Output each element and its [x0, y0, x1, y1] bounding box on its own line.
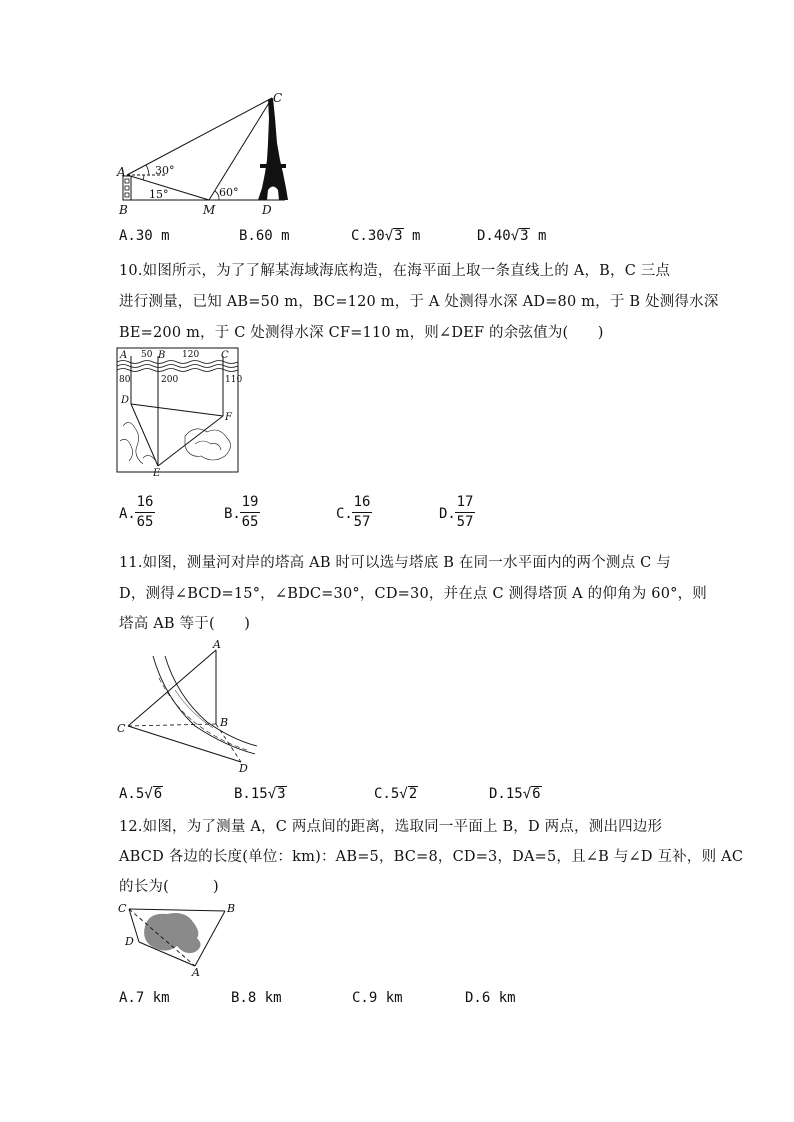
label-80: 80 [119, 375, 131, 385]
label-C: C [221, 350, 229, 361]
label-D: D [125, 935, 134, 948]
q11-option-a-coef: A.5 [119, 786, 145, 802]
q12-options [119, 990, 719, 1010]
numerator: 16 [136, 494, 154, 510]
q11-option-d-coef: D.15 [489, 786, 523, 802]
label-A: A [192, 966, 200, 979]
q11-option-b-coef: B.15 [234, 786, 268, 802]
denominator: 65 [136, 514, 154, 530]
q10-option-b-fraction[interactable] [240, 494, 260, 531]
label-C: C [273, 91, 283, 105]
q11-text-line-2: D，测得∠BCD=15°，∠BDC=30°，CD=30，并在点 C 测得塔顶 A 的仰角为 60°，则 [119, 586, 707, 602]
q12-text-line-2: ABCD 各边的长度(单位：km)：AB=5，BC=8，CD=3，DA=5，且∠B 与∠D 互补，则 AC [119, 849, 744, 865]
q10-option-c-fraction[interactable] [352, 494, 372, 531]
q11-options [119, 786, 719, 806]
q10-option-a-fraction[interactable] [135, 494, 155, 531]
q9-options [119, 228, 719, 248]
label-F: F [225, 412, 232, 423]
sqrt-icon: √ [522, 786, 532, 802]
q11-option-d-radicand: 6 [532, 786, 541, 802]
denominator: 57 [353, 514, 371, 530]
q9-option-c-coef: C.30 [351, 228, 385, 244]
q11-option-c-coef: C.5 [374, 786, 400, 802]
label-120: 120 [182, 350, 200, 360]
q10-text-line-3: BE=200 m，于 C 处测得水深 CF=110 m，则∠DEF 的余弦值为( ) [119, 325, 604, 341]
angle-15: 15° [149, 188, 169, 201]
q11-option-a[interactable] [119, 786, 163, 802]
label-C: C [118, 902, 127, 915]
label-M: M [203, 203, 216, 217]
q11-option-b[interactable] [234, 786, 287, 802]
sqrt-icon: √ [399, 786, 408, 802]
q9-option-d-coef: D.40 [477, 228, 511, 244]
label-D: D [262, 203, 272, 217]
q9-option-c-radicand: 3 [394, 228, 403, 244]
q12-text-line-1: 12.如图，为了测量 A，C 两点间的距离，选取同一平面上 B，D 两点，测出四边形 [119, 819, 663, 835]
label-B: B [158, 350, 166, 361]
q12-option-d[interactable]: D.6 km [465, 990, 516, 1006]
label-A: A [213, 638, 221, 651]
q10-option-a-label[interactable]: A. [119, 506, 136, 522]
label-50: 50 [141, 350, 153, 360]
q9-option-d-unit: m [529, 228, 547, 244]
q10-text-line-1: 10.如图所示，为了了解某海域海底构造，在海平面上取一条直线上的 A，B，C 三点 [119, 263, 671, 279]
q11-option-c[interactable] [374, 786, 418, 802]
q11-text-line-1: 11.如图，测量河对岸的塔高 AB 时可以选与塔底 B 在同一水平面内的两个测点 C 与 [119, 555, 671, 571]
q9-option-b[interactable]: B.60 m [239, 228, 290, 244]
q9-option-c-unit: m [403, 228, 421, 244]
q9-option-c[interactable] [351, 228, 420, 244]
q11-option-a-radicand: 6 [153, 786, 163, 802]
numerator: 16 [353, 494, 371, 510]
q11-option-b-radicand: 3 [277, 786, 286, 802]
sqrt-icon: √ [267, 786, 277, 802]
q10-figure [115, 346, 243, 479]
q9-option-d-radicand: 3 [520, 228, 529, 244]
q11-option-d[interactable] [489, 786, 542, 802]
q10-option-d-label[interactable]: D. [439, 506, 456, 522]
numerator: 19 [241, 494, 259, 510]
label-A: A [117, 165, 126, 179]
q9-option-a[interactable]: A.30 m [119, 228, 170, 244]
q11-figure [115, 638, 260, 774]
label-D: D [121, 395, 130, 406]
label-D: D [239, 762, 248, 775]
label-200: 200 [161, 375, 179, 385]
numerator: 17 [456, 494, 474, 510]
q12-option-a[interactable]: A.7 km [119, 990, 170, 1006]
label-E: E [153, 468, 161, 479]
q11-text-line-3: 塔高 AB 等于( ) [119, 616, 251, 632]
label-B: B [220, 716, 229, 729]
sqrt-icon: √ [144, 786, 153, 802]
q12-option-c[interactable]: C.9 km [352, 990, 403, 1006]
sqrt-icon: √ [510, 228, 520, 244]
q11-option-c-radicand: 2 [408, 786, 418, 802]
angle-60: 60° [219, 186, 239, 199]
q10-text-line-2: 进行测量，已知 AB=50 m，BC=120 m，于 A 处测得水深 AD=80 m，于 B 处测得水深 [119, 294, 719, 310]
label-A: A [120, 350, 128, 361]
label-110: 110 [225, 375, 243, 385]
denominator: 57 [456, 514, 474, 530]
sqrt-icon: √ [384, 228, 394, 244]
q9-option-d[interactable] [477, 228, 546, 244]
q12-text-line-3: 的长为( ) [119, 879, 219, 895]
q12-option-b[interactable]: B.8 km [231, 990, 282, 1006]
denominator: 65 [241, 514, 259, 530]
label-C: C [117, 722, 126, 735]
label-B: B [227, 902, 236, 915]
q10-option-d-fraction[interactable] [455, 494, 475, 531]
q10-option-c-label[interactable]: C. [336, 506, 353, 522]
angle-30: 30° [155, 164, 175, 177]
q12-figure [115, 900, 240, 978]
q10-options [119, 494, 719, 534]
label-B: B [119, 203, 128, 217]
q10-option-b-label[interactable]: B. [224, 506, 241, 522]
q9-figure [115, 88, 295, 218]
